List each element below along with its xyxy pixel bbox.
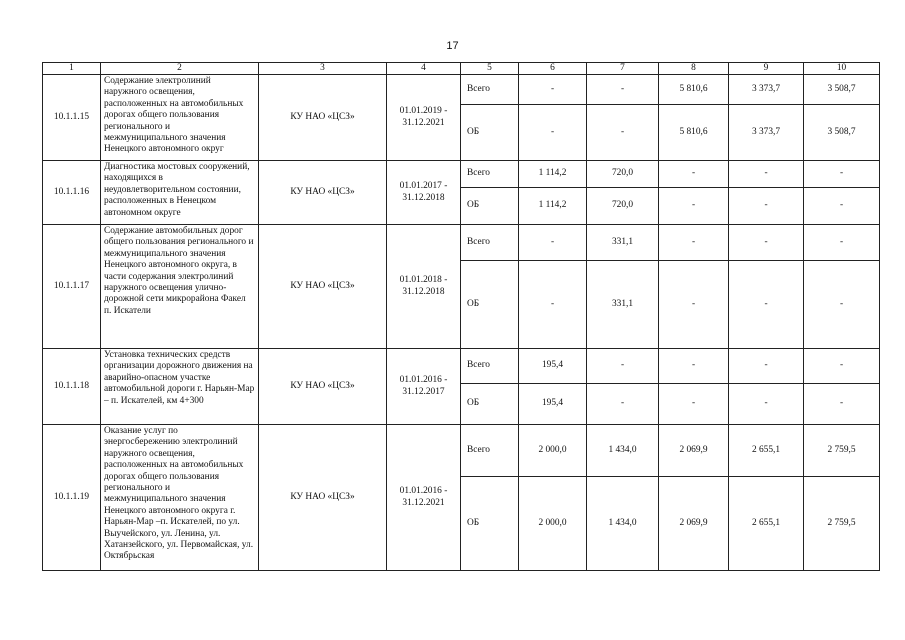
item-description: Диагностика мостовых сооружений, находящихся в неудовлетворительном состоянии, расположенных в Ненецком автономном округе <box>101 161 259 225</box>
item-executor: КУ НАО «ЦСЗ» <box>259 75 387 161</box>
item-executor: КУ НАО «ЦСЗ» <box>259 161 387 225</box>
value-cell: - <box>659 349 729 384</box>
value-cell: - <box>659 261 729 349</box>
funding-source: Всего <box>461 75 519 105</box>
item-code: 10.1.1.19 <box>43 425 101 571</box>
value-cell: - <box>587 384 659 425</box>
value-cell: - <box>729 349 804 384</box>
funding-source: ОБ <box>461 261 519 349</box>
item-code: 10.1.1.15 <box>43 75 101 161</box>
column-number: 4 <box>387 63 461 75</box>
value-cell: - <box>804 261 880 349</box>
value-cell: 1 114,2 <box>519 161 587 188</box>
item-description: Установка технических средств организации дорожного движения на аварийно-опасном участке автомобильной дороги г. Нарьян-Мар – п. Искателей, км 4+300 <box>101 349 259 425</box>
value-cell: - <box>729 225 804 261</box>
program-table <box>42 62 880 571</box>
value-cell: 2 069,9 <box>659 477 729 571</box>
table-row <box>43 225 880 261</box>
column-number: 2 <box>101 63 259 75</box>
column-number: 7 <box>587 63 659 75</box>
item-description: Содержание автомобильных дорог общего пользования регионального и межмуниципального значения Ненецкого автономного округа, в части содержания электролиний наружного освещения улично-дорожной сети микрорайона Факел п. Искатели <box>101 225 259 349</box>
value-cell: 5 810,6 <box>659 105 729 161</box>
value-cell: - <box>519 105 587 161</box>
value-cell: - <box>587 75 659 105</box>
item-code: 10.1.1.18 <box>43 349 101 425</box>
funding-source: ОБ <box>461 188 519 225</box>
table-body <box>43 63 880 571</box>
value-cell: 3 373,7 <box>729 75 804 105</box>
value-cell: - <box>804 384 880 425</box>
value-cell: 2 655,1 <box>729 477 804 571</box>
column-number-row <box>43 63 880 75</box>
item-executor: КУ НАО «ЦСЗ» <box>259 425 387 571</box>
value-cell: 3 508,7 <box>804 75 880 105</box>
item-period: 01.01.2018 - 31.12.2018 <box>387 225 461 349</box>
item-code: 10.1.1.17 <box>43 225 101 349</box>
value-cell: 195,4 <box>519 384 587 425</box>
column-number: 5 <box>461 63 519 75</box>
funding-source: ОБ <box>461 105 519 161</box>
item-description: Оказание услуг по энергосбережению электролиний наружного освещения, расположенных на автомобильных дорогах общего пользования регионального и межмуниципального значения Ненецкого автономного округа г. Нарьян-Мар –п. Искателей, по ул. Выучейского, ул. Ленина, ул. Хатанзейского, ул. Первомайская, ул. Октябрьская <box>101 425 259 571</box>
value-cell: - <box>659 384 729 425</box>
table-row <box>43 161 880 188</box>
column-number: 3 <box>259 63 387 75</box>
value-cell: 5 810,6 <box>659 75 729 105</box>
value-cell: 331,1 <box>587 225 659 261</box>
value-cell: - <box>659 188 729 225</box>
value-cell: 3 373,7 <box>729 105 804 161</box>
value-cell: - <box>804 225 880 261</box>
value-cell: - <box>519 261 587 349</box>
value-cell: - <box>659 161 729 188</box>
value-cell: 1 434,0 <box>587 477 659 571</box>
value-cell: 3 508,7 <box>804 105 880 161</box>
value-cell: - <box>804 349 880 384</box>
item-period: 01.01.2016 - 31.12.2021 <box>387 425 461 571</box>
item-description: Содержание электролиний наружного освещения, расположенных на автомобильных дорогах общего пользования регионального и межмуниципального значения Ненецкого автономного округ <box>101 75 259 161</box>
value-cell: 720,0 <box>587 161 659 188</box>
value-cell: - <box>519 225 587 261</box>
column-number: 6 <box>519 63 587 75</box>
value-cell: 2 069,9 <box>659 425 729 477</box>
item-period: 01.01.2017 - 31.12.2018 <box>387 161 461 225</box>
value-cell: 195,4 <box>519 349 587 384</box>
item-executor: КУ НАО «ЦСЗ» <box>259 349 387 425</box>
value-cell: 2 000,0 <box>519 477 587 571</box>
table-row <box>43 349 880 384</box>
column-number: 9 <box>729 63 804 75</box>
value-cell: - <box>729 161 804 188</box>
value-cell: 1 114,2 <box>519 188 587 225</box>
page-number: 17 <box>446 40 459 52</box>
funding-source: Всего <box>461 225 519 261</box>
value-cell: - <box>804 161 880 188</box>
value-cell: - <box>729 384 804 425</box>
value-cell: 2 759,5 <box>804 425 880 477</box>
value-cell: 2 000,0 <box>519 425 587 477</box>
column-number: 8 <box>659 63 729 75</box>
value-cell: - <box>659 225 729 261</box>
funding-source: Всего <box>461 425 519 477</box>
item-code: 10.1.1.16 <box>43 161 101 225</box>
funding-source: ОБ <box>461 477 519 571</box>
value-cell: - <box>804 188 880 225</box>
value-cell: - <box>519 75 587 105</box>
funding-source: ОБ <box>461 384 519 425</box>
value-cell: - <box>587 349 659 384</box>
value-cell: 720,0 <box>587 188 659 225</box>
value-cell: 331,1 <box>587 261 659 349</box>
value-cell: - <box>729 188 804 225</box>
value-cell: - <box>729 261 804 349</box>
item-period: 01.01.2019 - 31.12.2021 <box>387 75 461 161</box>
value-cell: 1 434,0 <box>587 425 659 477</box>
value-cell: - <box>587 105 659 161</box>
item-period: 01.01.2016 - 31.12.2017 <box>387 349 461 425</box>
column-number: 10 <box>804 63 880 75</box>
column-number: 1 <box>43 63 101 75</box>
funding-source: Всего <box>461 349 519 384</box>
table-row <box>43 425 880 477</box>
funding-source: Всего <box>461 161 519 188</box>
item-executor: КУ НАО «ЦСЗ» <box>259 225 387 349</box>
value-cell: 2 655,1 <box>729 425 804 477</box>
value-cell: 2 759,5 <box>804 477 880 571</box>
table-row <box>43 75 880 105</box>
